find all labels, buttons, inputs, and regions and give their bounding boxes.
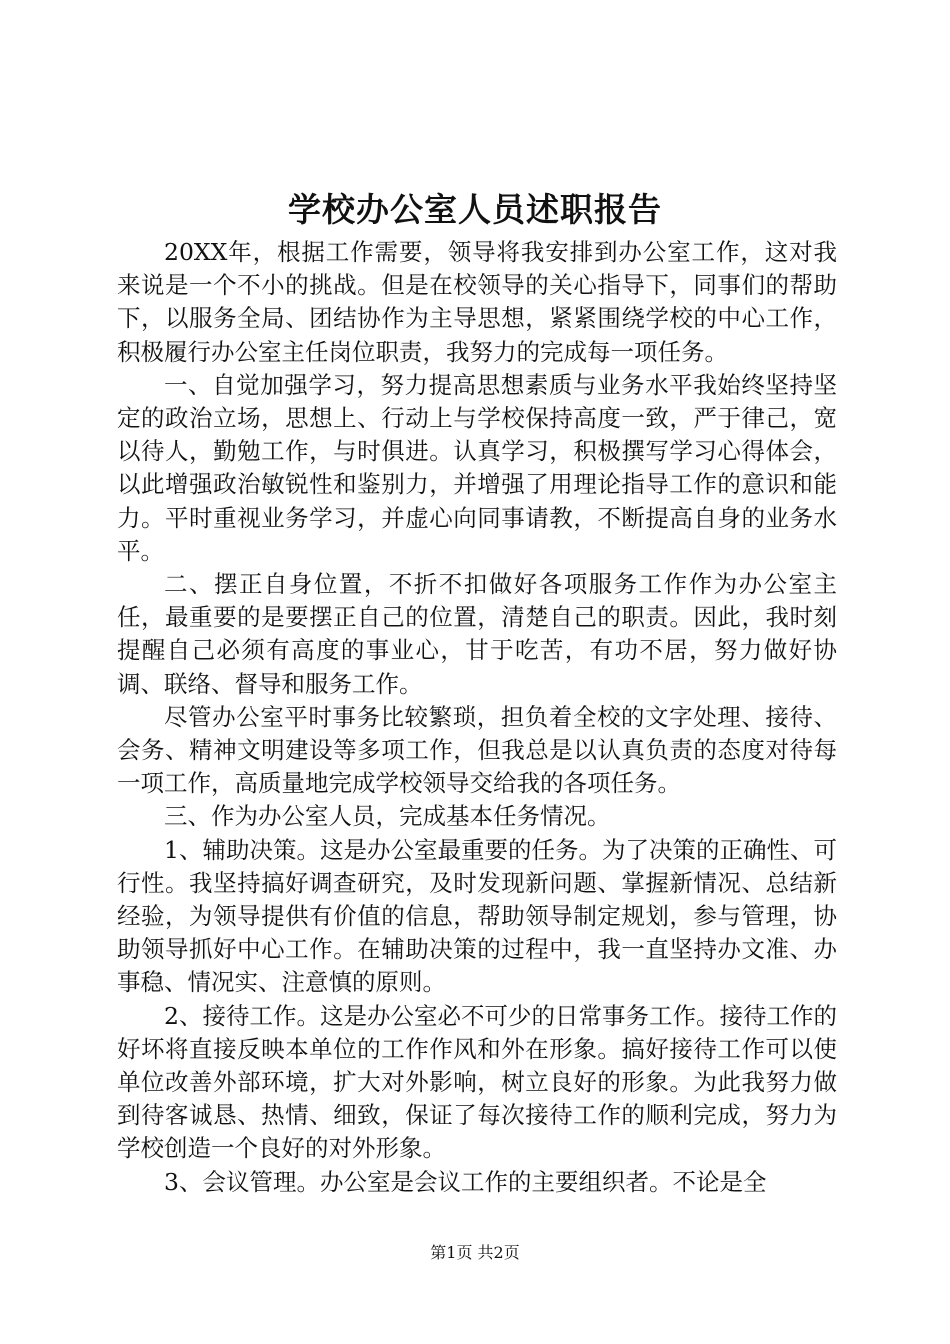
paragraph-section-1: 一、自觉加强学习，努力提高思想素质与业务水平我始终坚持坚定的政治立场，思想上、行动上与学校保持高度一致，严于律己，宽以待人，勤勉工作，与时俱进。认真学习，积极撰写学习心得体会，以此增强政治敏锐性和鉴别力，并增强了用理论指导工作的意识和能力。平时重视业务学习，并虚心向同事请教，不断提高自身的业务水平。 <box>117 370 837 565</box>
paragraph-intro: 20XX年，根据工作需要，领导将我安排到办公室工作，这对我来说是一个不小的挑战。但是在校领导的关心指导下，同事们的帮助下，以服务全局、团结协作为主导思想，紧紧围绕学校的中心工作，积极履行办公室主任岗位职责，我努力的完成每一项任务。 <box>117 238 837 366</box>
paragraph-reception: 2、接待工作。这是办公室必不可少的日常事务工作。接待工作的好坏将直接反映本单位的工作作风和外在形象。搞好接待工作可以使单位改善外部环境，扩大对外影响，树立良好的形象。为此我努力做到待客诚恳、热情、细致，保证了每次接待工作的顺利完成，努力为学校创造一个良好的对外形象。 <box>117 1001 837 1163</box>
document-title: 学校办公室人员述职报告 <box>288 190 662 229</box>
page-footer: 第1页 共2页 <box>430 1243 520 1262</box>
paragraph-decision-support: 1、辅助决策。这是办公室最重要的任务。为了决策的正确性、可行性。我坚持搞好调查研究，及时发现新问题、掌握新情况、总结新经验，为领导提供有价值的信息，帮助领导制定规划，参与管理，协助领导抓好中心工作。在辅助决策的过程中，我一直坚持办文准、办事稳、情况实、注意慎的原则。 <box>117 835 837 997</box>
paragraph-section-3: 三、作为办公室人员，完成基本任务情况。 <box>164 802 611 831</box>
paragraph-office-duties: 尽管办公室平时事务比较繁琐，担负着全校的文字处理、接待、会务、精神文明建设等多项工作，但我总是以认真负责的态度对待每一项工作，高质量地完成学校领导交给我的各项任务。 <box>117 702 837 798</box>
paragraph-section-2: 二、摆正自身位置，不折不扣做好各项服务工作作为办公室主任，最重要的是要摆正自己的位置，清楚自己的职责。因此，我时刻提醒自己必须有高度的事业心，甘于吃苦，有功不居，努力做好协调、联络、督导和服务工作。 <box>117 570 837 698</box>
document-body <box>117 236 837 1199</box>
paragraph-meeting-management: 3、会议管理。办公室是会议工作的主要组织者。不论是全 <box>164 1167 767 1196</box>
